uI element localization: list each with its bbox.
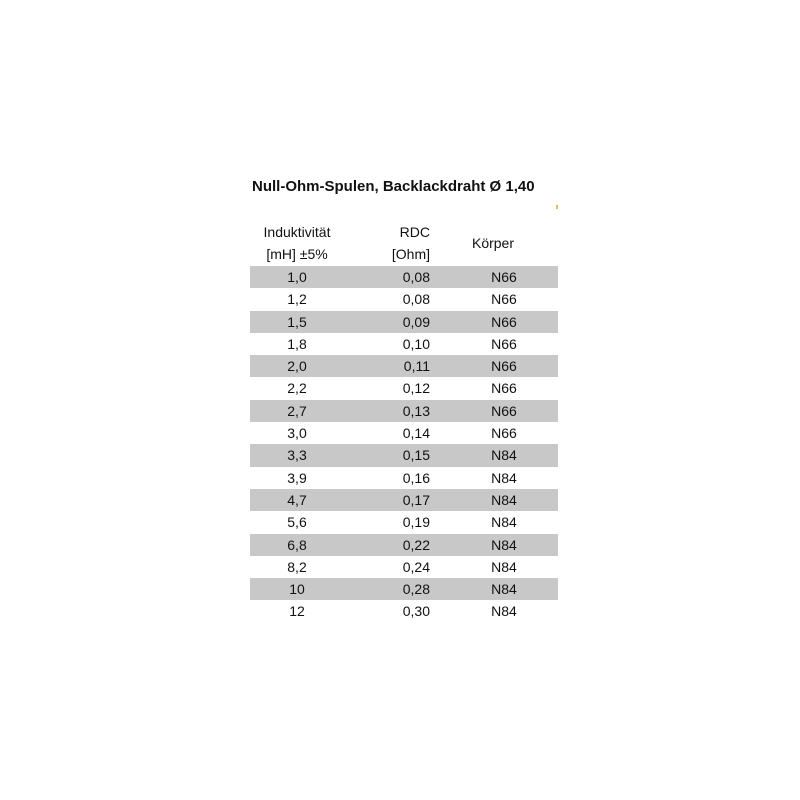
table-row	[250, 355, 558, 377]
cell-rdc: 0,17	[402, 491, 430, 508]
cell-koerper: N66	[491, 291, 517, 308]
cell-rdc: 0,08	[402, 291, 430, 308]
cell-inductance: 2,2	[287, 380, 307, 397]
cell-koerper: N84	[491, 447, 517, 464]
cell-rdc: 0,19	[402, 514, 430, 531]
cell-koerper: N84	[491, 536, 517, 553]
cell-koerper: N84	[491, 603, 517, 620]
table-row	[250, 311, 558, 333]
cell-koerper: N66	[491, 402, 517, 419]
table-row	[250, 511, 558, 533]
cell-koerper: N66	[491, 313, 517, 330]
cell-inductance: 4,7	[287, 491, 307, 508]
cell-rdc: 0,16	[402, 469, 430, 486]
cell-koerper: N84	[491, 581, 517, 598]
table-row	[250, 489, 558, 511]
cell-rdc: 0,11	[403, 358, 430, 375]
cell-inductance: 1,5	[287, 313, 307, 330]
table-row	[250, 333, 558, 355]
cell-inductance: 1,0	[287, 269, 307, 285]
cell-rdc: 0,09	[402, 313, 430, 330]
cell-rdc: 0,28	[402, 581, 430, 598]
cell-inductance: 2,7	[287, 402, 307, 419]
header-rdc-line1: RDC	[399, 224, 430, 240]
header-koerper: Körper	[471, 235, 515, 251]
table-body	[250, 266, 558, 623]
table-row	[250, 578, 558, 600]
cell-inductance: 10	[289, 581, 305, 598]
cell-inductance: 3,9	[287, 469, 307, 486]
cell-koerper: N84	[491, 491, 517, 508]
cell-inductance: 3,0	[287, 425, 307, 442]
table-row	[250, 534, 558, 556]
edge-mark	[556, 205, 558, 209]
cell-inductance: 3,3	[287, 447, 307, 464]
cell-koerper: N66	[491, 425, 517, 442]
cell-koerper: N84	[491, 558, 517, 575]
header-rdc-line2: [Ohm]	[391, 246, 430, 262]
cell-koerper: N66	[491, 335, 517, 352]
cell-rdc: 0,12	[402, 380, 430, 397]
cell-rdc: 0,24	[402, 558, 430, 575]
cell-rdc: 0,08	[402, 269, 430, 285]
header-inductance-line1: Induktivität	[263, 224, 331, 240]
cell-rdc: 0,14	[402, 425, 430, 442]
table-row	[250, 400, 558, 422]
cell-inductance: 1,2	[287, 291, 307, 308]
table-row	[250, 422, 558, 444]
cell-koerper: N84	[491, 514, 517, 531]
table-header	[250, 222, 558, 266]
table-row	[250, 467, 558, 489]
cell-rdc: 0,15	[402, 447, 430, 464]
cell-koerper: N66	[491, 358, 517, 375]
cell-inductance: 2,0	[287, 358, 307, 375]
cell-rdc: 0,13	[402, 402, 430, 419]
table-row	[250, 556, 558, 578]
table-row	[250, 377, 558, 399]
table-row	[250, 288, 558, 310]
cell-koerper: N66	[491, 380, 517, 397]
cell-inductance: 1,8	[287, 335, 307, 352]
table-row	[250, 266, 558, 288]
cell-rdc: 0,30	[402, 603, 430, 620]
table-title: Null-Ohm-Spulen, Backlackdraht Ø 1,40	[252, 178, 535, 195]
cell-inductance: 12	[289, 603, 305, 620]
cell-koerper: N84	[491, 469, 517, 486]
header-inductance-line2: [mH] ±5%	[266, 246, 328, 262]
table-row	[250, 444, 558, 466]
cell-koerper: N66	[491, 269, 517, 285]
cell-rdc: 0,22	[402, 536, 430, 553]
cell-inductance: 6,8	[287, 536, 307, 553]
cell-inductance: 8,2	[287, 558, 307, 575]
table-row	[250, 600, 558, 622]
cell-inductance: 5,6	[287, 514, 307, 531]
cell-rdc: 0,10	[402, 335, 430, 352]
